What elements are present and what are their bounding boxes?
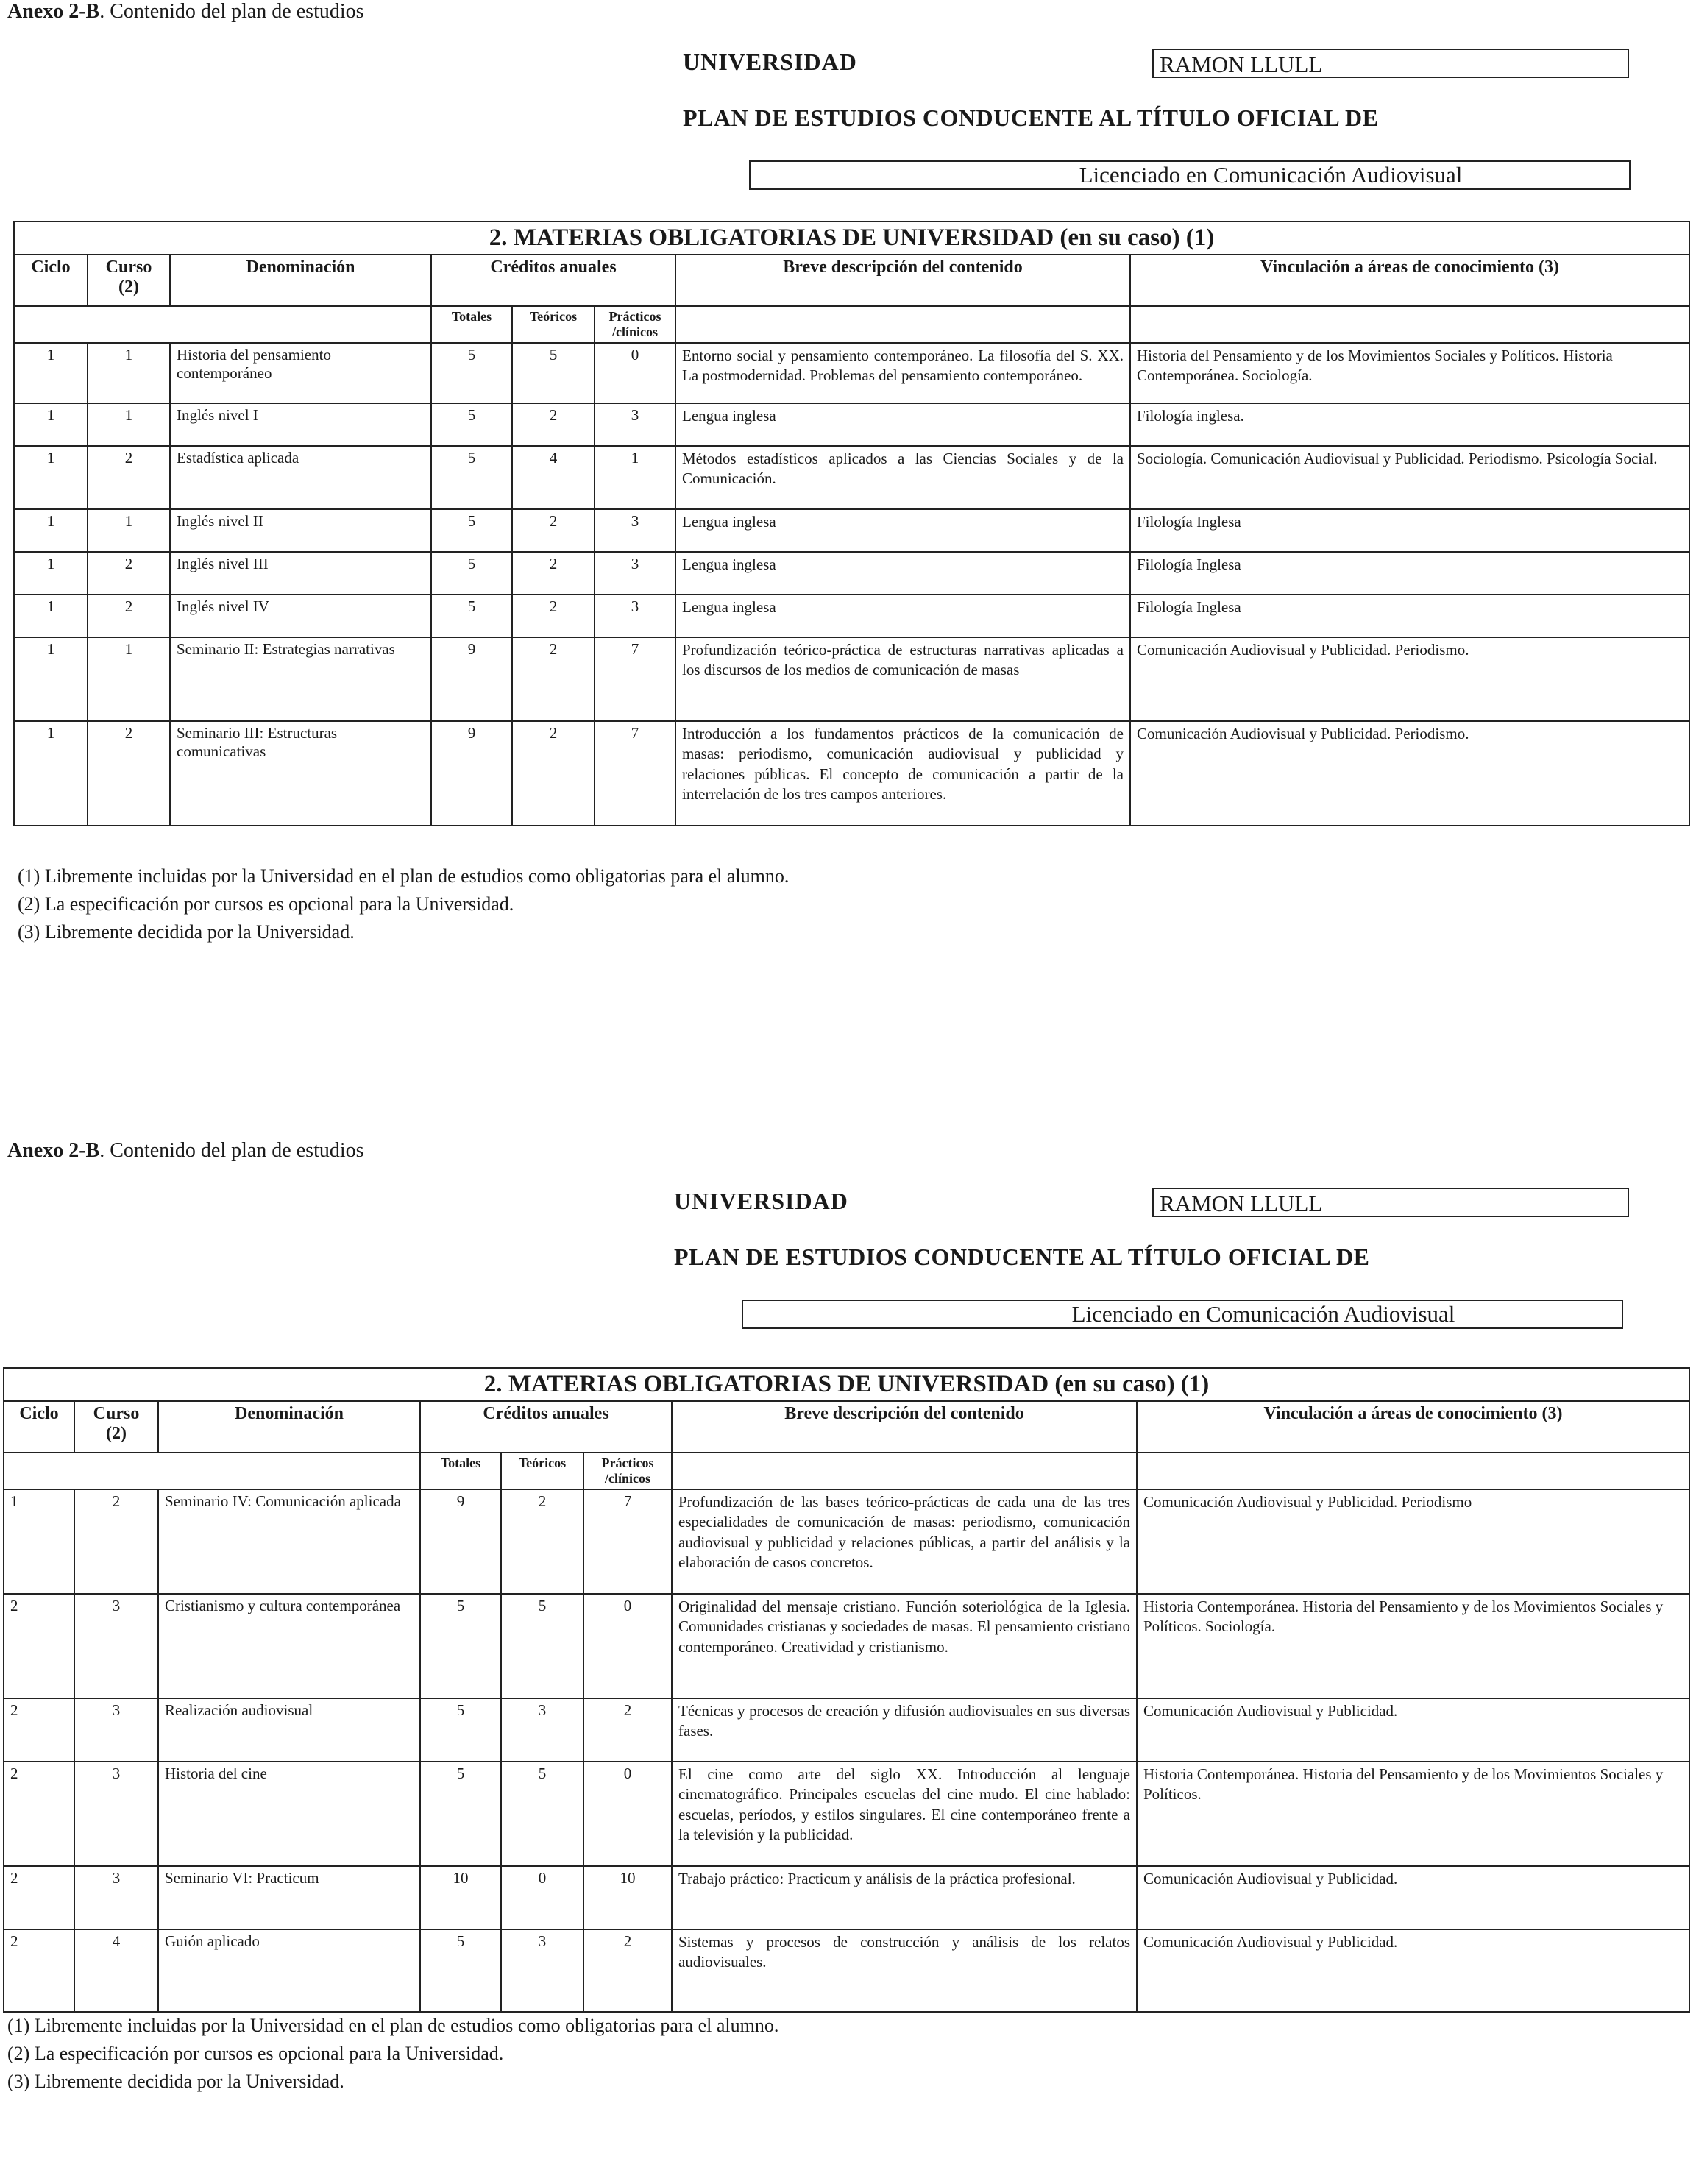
cell-teoricos: 2 <box>512 721 595 826</box>
annex-heading: Anexo 2-B. Contenido del plan de estudios <box>7 1139 364 1162</box>
header-vinculacion: Vinculación a áreas de conocimiento (3) <box>1130 255 1689 306</box>
header-descripcion: Breve descripción del contenido <box>672 1401 1137 1453</box>
header-creditos: Créditos anuales <box>420 1401 672 1453</box>
cell-curso: 3 <box>74 1698 158 1762</box>
subjects-table <box>3 1367 1690 2013</box>
cell-teoricos: 5 <box>512 343 595 403</box>
cell-vinculacion: Filología Inglesa <box>1130 552 1689 595</box>
table-row <box>4 1594 1689 1698</box>
cell-practicos: 3 <box>595 595 675 637</box>
cell-practicos: 0 <box>583 1762 672 1866</box>
cell-curso: 1 <box>88 403 170 446</box>
header-totales: Totales <box>420 1453 501 1489</box>
cell-curso: 2 <box>88 721 170 826</box>
cell-descripcion: Métodos estadísticos aplicados a las Ciencias Sociales y de la Comunicación. <box>675 446 1130 509</box>
cell-vinculacion: Filología inglesa. <box>1130 403 1689 446</box>
university-label: UNIVERSIDAD <box>674 1188 848 1214</box>
header-ciclo: Ciclo <box>14 255 88 306</box>
subjects-table <box>13 221 1690 826</box>
footnote: (2) La especificación por cursos es opcional para la Universidad. <box>7 2043 504 2064</box>
degree-box: Licenciado en Comunicación Audiovisual <box>749 160 1631 190</box>
cell-descripcion: Trabajo práctico: Practicum y análisis de la práctica profesional. <box>672 1866 1137 1929</box>
table-row <box>4 1929 1689 2012</box>
cell-totales: 5 <box>420 1762 501 1866</box>
header-denominacion: Denominación <box>170 255 431 306</box>
header-denominacion: Denominación <box>158 1401 420 1453</box>
cell-practicos: 2 <box>583 1929 672 2012</box>
cell-curso: 2 <box>88 552 170 595</box>
cell-descripcion: Sistemas y procesos de construcción y análisis de los relatos audiovisuales. <box>672 1929 1137 2012</box>
table-row <box>14 721 1689 826</box>
cell-ciclo: 1 <box>4 1489 74 1594</box>
header-descripcion: Breve descripción del contenido <box>675 255 1130 306</box>
table-row <box>4 1489 1689 1594</box>
footnote: (3) Libremente decidida por la Universidad. <box>7 2071 344 2092</box>
cell-practicos: 0 <box>583 1594 672 1698</box>
cell-practicos: 2 <box>583 1698 672 1762</box>
cell-totales: 5 <box>431 552 512 595</box>
cell-curso: 2 <box>88 595 170 637</box>
cell-denominacion: Seminario IV: Comunicación aplicada <box>158 1489 420 1594</box>
cell-practicos: 7 <box>583 1489 672 1594</box>
cell-curso: 3 <box>74 1762 158 1866</box>
cell-practicos: 7 <box>595 721 675 826</box>
cell-ciclo: 1 <box>14 509 88 552</box>
cell-ciclo: 2 <box>4 1762 74 1866</box>
cell-ciclo: 2 <box>4 1594 74 1698</box>
cell-vinculacion: Filología Inglesa <box>1130 509 1689 552</box>
cell-teoricos: 3 <box>501 1929 583 2012</box>
cell-denominacion: Seminario III: Estructuras comunicativas <box>170 721 431 826</box>
cell-teoricos: 2 <box>512 403 595 446</box>
table-row <box>14 343 1689 403</box>
cell-ciclo: 1 <box>14 403 88 446</box>
cell-totales: 5 <box>431 446 512 509</box>
cell-practicos: 3 <box>595 552 675 595</box>
table-row <box>14 637 1689 721</box>
degree-box: Licenciado en Comunicación Audiovisual <box>742 1300 1623 1329</box>
table-row <box>14 552 1689 595</box>
cell-ciclo: 2 <box>4 1929 74 2012</box>
cell-descripcion: El cine como arte del siglo XX. Introducción al lenguaje cinematográfico. Principales escuelas del cine mudo. El cine hablado: escuelas, períodos, y estilos singulares. El cine contemporáneo frente a la televisión y la publicidad. <box>672 1762 1137 1866</box>
cell-descripcion: Lengua inglesa <box>675 403 1130 446</box>
cell-curso: 2 <box>74 1489 158 1594</box>
cell-practicos: 0 <box>595 343 675 403</box>
header-curso: Curso (2) <box>74 1401 158 1453</box>
cell-denominacion: Guión aplicado <box>158 1929 420 2012</box>
cell-denominacion: Inglés nivel IV <box>170 595 431 637</box>
footnote: (1) Libremente incluidas por la Universidad en el plan de estudios como obligatorias para el alumno. <box>18 865 790 887</box>
cell-ciclo: 2 <box>4 1866 74 1929</box>
cell-vinculacion: Sociología. Comunicación Audiovisual y Publicidad. Periodismo. Psicología Social. <box>1130 446 1689 509</box>
cell-practicos: 3 <box>595 509 675 552</box>
footnote: (1) Libremente incluidas por la Universidad en el plan de estudios como obligatorias para el alumno. <box>7 2015 779 2036</box>
cell-descripcion: Técnicas y procesos de creación y difusión audiovisuales en sus diversas fases. <box>672 1698 1137 1762</box>
cell-practicos: 10 <box>583 1866 672 1929</box>
cell-teoricos: 2 <box>501 1489 583 1594</box>
cell-teoricos: 2 <box>512 552 595 595</box>
header-curso: Curso (2) <box>88 255 170 306</box>
table-row <box>14 446 1689 509</box>
cell-vinculacion: Historia Contemporánea. Historia del Pensamiento y de los Movimientos Sociales y Políticos. <box>1137 1762 1689 1866</box>
cell-ciclo: 1 <box>14 637 88 721</box>
plan-title: PLAN DE ESTUDIOS CONDUCENTE AL TÍTULO OFICIAL DE <box>683 104 1379 131</box>
cell-practicos: 1 <box>595 446 675 509</box>
cell-vinculacion: Historia del Pensamiento y de los Movimientos Sociales y Políticos. Historia Contemporánea. Sociología. <box>1130 343 1689 403</box>
table-row <box>14 595 1689 637</box>
cell-denominacion: Inglés nivel I <box>170 403 431 446</box>
cell-teoricos: 3 <box>501 1698 583 1762</box>
cell-teoricos: 0 <box>501 1866 583 1929</box>
header-creditos: Créditos anuales <box>431 255 675 306</box>
cell-totales: 5 <box>431 403 512 446</box>
cell-totales: 10 <box>420 1866 501 1929</box>
cell-denominacion: Historia del pensamiento contemporáneo <box>170 343 431 403</box>
university-label: UNIVERSIDAD <box>683 49 857 75</box>
footnotes <box>18 862 789 946</box>
header-teoricos: Teóricos <box>501 1453 583 1489</box>
cell-vinculacion: Comunicación Audiovisual y Publicidad. <box>1137 1698 1689 1762</box>
header-ciclo: Ciclo <box>4 1401 74 1453</box>
cell-teoricos: 4 <box>512 446 595 509</box>
cell-practicos: 7 <box>595 637 675 721</box>
cell-curso: 4 <box>74 1929 158 2012</box>
cell-totales: 5 <box>420 1594 501 1698</box>
footnote: (3) Libremente decidida por la Universidad. <box>18 921 355 943</box>
header-practicos: Prácticos /clínicos <box>595 306 675 343</box>
header-vinculacion: Vinculación a áreas de conocimiento (3) <box>1137 1401 1689 1453</box>
cell-descripcion: Lengua inglesa <box>675 595 1130 637</box>
cell-vinculacion: Comunicación Audiovisual y Publicidad. Periodismo <box>1137 1489 1689 1594</box>
table-row <box>4 1698 1689 1762</box>
cell-ciclo: 2 <box>4 1698 74 1762</box>
annex-heading: Anexo 2-B. Contenido del plan de estudios <box>7 0 364 23</box>
cell-ciclo: 1 <box>14 721 88 826</box>
table-row <box>4 1866 1689 1929</box>
cell-totales: 5 <box>420 1929 501 2012</box>
cell-descripcion: Entorno social y pensamiento contemporáneo. La filosofía del S. XX. La postmodernidad. Problemas del pensamiento contemporáneo. <box>675 343 1130 403</box>
cell-denominacion: Seminario II: Estrategias narrativas <box>170 637 431 721</box>
cell-denominacion: Cristianismo y cultura contemporánea <box>158 1594 420 1698</box>
cell-totales: 5 <box>431 595 512 637</box>
cell-curso: 1 <box>88 637 170 721</box>
cell-denominacion: Inglés nivel II <box>170 509 431 552</box>
cell-ciclo: 1 <box>14 552 88 595</box>
section-title: 2. MATERIAS OBLIGATORIAS DE UNIVERSIDAD (en su caso) (1) <box>4 1368 1689 1401</box>
university-name-box: RAMON LLULL <box>1152 1188 1629 1217</box>
cell-vinculacion: Historia Contemporánea. Historia del Pensamiento y de los Movimientos Sociales y Políticos. Sociología. <box>1137 1594 1689 1698</box>
cell-totales: 9 <box>420 1489 501 1594</box>
cell-curso: 1 <box>88 509 170 552</box>
cell-vinculacion: Comunicación Audiovisual y Publicidad. <box>1137 1866 1689 1929</box>
cell-vinculacion: Filología Inglesa <box>1130 595 1689 637</box>
cell-totales: 9 <box>431 637 512 721</box>
cell-totales: 5 <box>431 343 512 403</box>
cell-vinculacion: Comunicación Audiovisual y Publicidad. Periodismo. <box>1130 637 1689 721</box>
cell-descripcion: Profundización teórico-práctica de estructuras narrativas aplicadas a los discursos de los medios de comunicación de masas <box>675 637 1130 721</box>
cell-totales: 5 <box>431 509 512 552</box>
cell-denominacion: Estadística aplicada <box>170 446 431 509</box>
cell-vinculacion: Comunicación Audiovisual y Publicidad. Periodismo. <box>1130 721 1689 826</box>
cell-teoricos: 2 <box>512 595 595 637</box>
cell-descripcion: Introducción a los fundamentos prácticos de la comunicación de masas: periodismo, comunicación audiovisual y publicidad y relaciones públicas. El concepto de comunicación a partir de la interrelación de los tres campos anteriores. <box>675 721 1130 826</box>
footnote: (2) La especificación por cursos es opcional para la Universidad. <box>18 893 514 915</box>
cell-ciclo: 1 <box>14 446 88 509</box>
cell-practicos: 3 <box>595 403 675 446</box>
cell-teoricos: 2 <box>512 509 595 552</box>
cell-descripcion: Originalidad del mensaje cristiano. Función soteriológica de la Iglesia. Comunidades cristianas y sociedades de masas. El pensamiento cristiano contemporáneo. Creatividad y cristianismo. <box>672 1594 1137 1698</box>
cell-curso: 3 <box>74 1594 158 1698</box>
university-name-box: RAMON LLULL <box>1152 49 1629 78</box>
cell-ciclo: 1 <box>14 595 88 637</box>
section-title: 2. MATERIAS OBLIGATORIAS DE UNIVERSIDAD (en su caso) (1) <box>14 221 1689 255</box>
cell-denominacion: Seminario VI: Practicum <box>158 1866 420 1929</box>
plan-title: PLAN DE ESTUDIOS CONDUCENTE AL TÍTULO OFICIAL DE <box>674 1244 1370 1270</box>
table-row <box>4 1762 1689 1866</box>
header-totales: Totales <box>431 306 512 343</box>
cell-vinculacion: Comunicación Audiovisual y Publicidad. <box>1137 1929 1689 2012</box>
cell-teoricos: 5 <box>501 1594 583 1698</box>
cell-ciclo: 1 <box>14 343 88 403</box>
cell-totales: 9 <box>431 721 512 826</box>
document-page-2 <box>0 1139 1696 2184</box>
cell-teoricos: 5 <box>501 1762 583 1866</box>
cell-descripcion: Lengua inglesa <box>675 552 1130 595</box>
table-row <box>14 403 1689 446</box>
document-page-1 <box>0 0 1696 1045</box>
header-teoricos: Teóricos <box>512 306 595 343</box>
cell-curso: 1 <box>88 343 170 403</box>
cell-teoricos: 2 <box>512 637 595 721</box>
cell-denominacion: Historia del cine <box>158 1762 420 1866</box>
cell-descripcion: Profundización de las bases teórico-prácticas de cada una de las tres especialidades de comunicación de masas: periodismo, comunicación audiovisual y publicidad y relaciones públicas, a partir del análisis y la elaboración de casos concretos. <box>672 1489 1137 1594</box>
cell-curso: 3 <box>74 1866 158 1929</box>
cell-curso: 2 <box>88 446 170 509</box>
header-practicos: Prácticos /clínicos <box>583 1453 672 1489</box>
cell-denominacion: Realización audiovisual <box>158 1698 420 1762</box>
table-row <box>14 509 1689 552</box>
cell-totales: 5 <box>420 1698 501 1762</box>
cell-denominacion: Inglés nivel III <box>170 552 431 595</box>
footnotes <box>7 2012 778 2096</box>
cell-descripcion: Lengua inglesa <box>675 509 1130 552</box>
